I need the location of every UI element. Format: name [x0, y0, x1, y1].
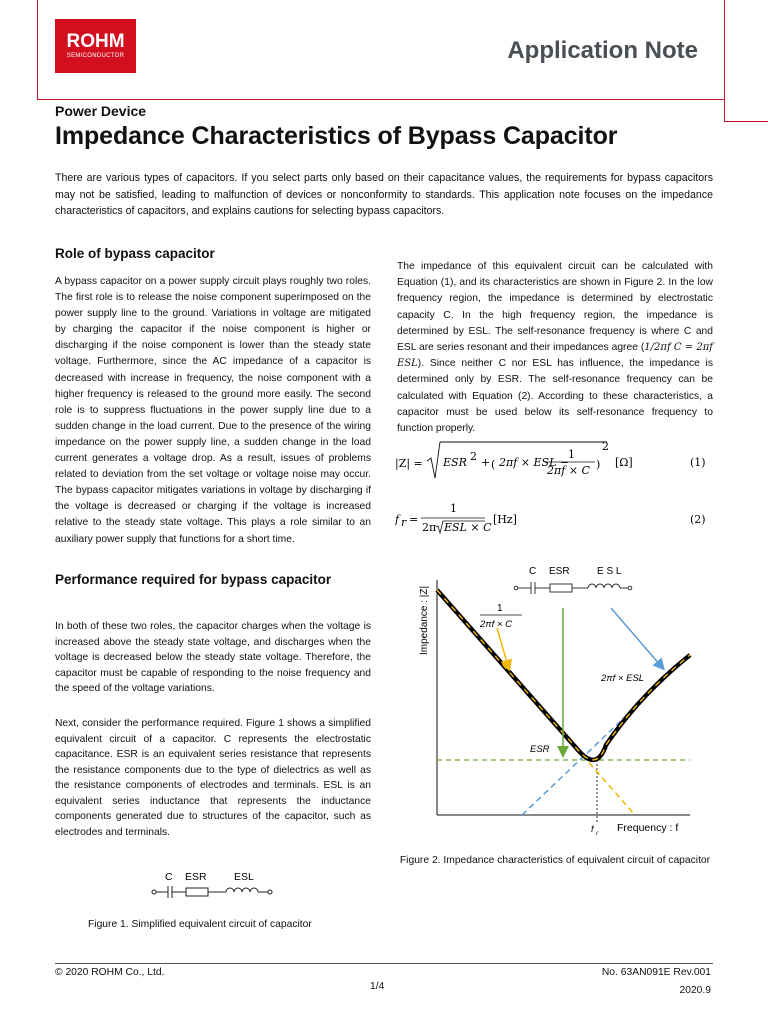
equation-1: [395, 436, 713, 486]
eq1-number: (1): [690, 456, 706, 469]
figure1-label-c: C: [165, 871, 173, 883]
logo-subtitle: SEMICONDUCTOR: [66, 53, 125, 59]
eq2-den-pre: 2π: [422, 521, 437, 534]
impedance-text-pre: The impedance of this equivalent circuit can be calculated with Equation (1), and its characteristics are shown in Figure 2. In the low frequency region, the impedance is determined by electrostatic capacity C. In the high frequency region, the impedance is determined by ESL. The self-resonance frequency is where C and ESL are series resonant and their impedances agree (: [397, 261, 713, 354]
eq1-outer-square: 2: [602, 440, 609, 453]
document-type: Application Note: [507, 37, 698, 64]
eq2-den-radicand: ESL × C: [444, 521, 492, 534]
esr-label: ESR: [530, 744, 550, 755]
logo-brand: ROHM: [66, 31, 125, 52]
figure1-caption: Figure 1. Simplified equivalent circuit of capacitor: [88, 919, 312, 930]
figure1-circuit: [140, 866, 290, 906]
equation-2: [395, 498, 713, 538]
section-heading-performance: Performance required for bypass capacitor: [55, 572, 332, 587]
category-label: Power Device: [55, 103, 147, 119]
inductive-arrow: [611, 608, 661, 666]
capacitive-numerator: 1: [497, 603, 503, 614]
eq1-lhs: |Z| =: [395, 457, 423, 470]
figure2-label-c: C: [529, 566, 537, 577]
eq1-plus: +: [481, 456, 491, 469]
header-bottom-rule: [37, 99, 725, 100]
section-body-performance-2: Next, consider the performance required. Figure 1 shows a simplified equivalent circuit of a capacitor. C represents the electrostatic capacitance. ESR is an equivalent series resistance that represents the resistance components due to the type of dielectrics as well as the resistance components of electrodes and terminals. ESL is an equivalent series inductance that represents the inductance components generated due to structures of the capacitor, such as electrodes and terminals.: [55, 718, 371, 838]
figure2-ylabel: Impedance : |Z|: [419, 585, 430, 655]
figure2-impedance-plot: [400, 560, 712, 850]
footer-rule: [55, 963, 713, 964]
section-body-role: A bypass capacitor on a power supply circuit plays roughly two roles. The first role is to release the noise component superimposed on the power supply line to the ground. Variations in voltage are mitigated by charging the capacitor if the noise component is higher or discharging if the noise component is lower than the steady state voltage. Furthermore, since the AC impedance of a capacitor is decreased with increase in frequency, the noise component with a higher frequency is released to the ground more easily. The second role is to suppress fluctuations in the power supply line due to a sudden change in the load current. Due to the presence of the wiring impedance on the power supply line, a sudden change in the load current generates a voltage drop. As a result, issues of problems related to deviation from the set voltage or voltage noise may occur. The bypass capacitor mitigates variations in voltage by discharging if the voltage is decreased or charging if the voltage is increased relative to the steady state voltage. This plays a role similar to an auxiliary power supply that functions for a short time.: [55, 276, 371, 545]
eq1-paren-open: (: [491, 458, 496, 471]
capacitive-denominator: 2πf × C: [480, 619, 512, 630]
header-right-rule: [724, 0, 725, 122]
eq1-square: 2: [470, 450, 477, 463]
section-heading-role: Role of bypass capacitor: [55, 246, 215, 261]
footer-page-number: 1/4: [370, 981, 385, 992]
section-body-impedance: [397, 259, 713, 437]
eq2-numerator: 1: [450, 502, 457, 515]
resonance-formula: 1/2πf C = 2πf ESL: [397, 342, 713, 370]
fr-subscript: r: [596, 830, 599, 837]
eq2-equals: =: [409, 513, 419, 526]
eq2-unit: [Hz]: [493, 513, 517, 526]
header-right-tick: [724, 121, 768, 122]
figure2-schematic: [514, 582, 632, 594]
eq1-numerator: 1: [568, 448, 575, 461]
rohm-logo: [55, 19, 136, 73]
eq1-unit: [Ω]: [615, 456, 633, 469]
section-body-performance-1: In both of these two roles, the capacitor charges when the voltage is increased above the steady state voltage, and discharges when the voltage is decreased below the steady state voltage. Therefore, the capacitor must be capable of responding to the noise frequency and the speed of the voltage variations.: [55, 621, 371, 694]
fr-label: f: [591, 824, 594, 834]
eq2-lhs: f: [395, 513, 400, 526]
figure1-label-esl: ESL: [234, 871, 254, 883]
figure2-label-esl: E S L: [597, 566, 622, 577]
header-left-rule: [37, 0, 38, 100]
inductive-label: 2πf × ESL: [601, 673, 645, 684]
eq1-esr: ESR: [443, 456, 467, 469]
eq1-term: 2πf × ESL −: [499, 456, 570, 469]
page-title: Impedance Characteristics of Bypass Capacitor: [55, 122, 618, 150]
eq2-subscript: r: [401, 516, 407, 529]
figure1-schematic: [152, 886, 272, 898]
impedance-text-post: ). Since neither C nor ESL has influence, the impedance is determined only by ESR. The self-resonance frequency can be calculated with Equation (2). According to these characteristics, a capacitor must be used below its self-resonance frequency to function properly.: [397, 358, 713, 435]
figure1-label-esr: ESR: [185, 871, 207, 883]
footer-copyright: © 2020 ROHM Co., Ltd.: [55, 967, 165, 978]
footer-date: 2020.9: [679, 985, 711, 996]
eq2-number: (2): [690, 513, 706, 526]
intro-paragraph: There are various types of capacitors. If you select parts only based on their capacitance values, the requirements for bypass capacitors may not be satisfied, leading to malfunction of devices or nonconformity to standards. This application note focuses on the impedance characteristics of capacitors, and explains cautions for selecting bypass capacitors.: [55, 172, 713, 218]
footer-document-number: No. 63AN091E Rev.001: [601, 967, 711, 978]
figure2-label-esr: ESR: [549, 566, 570, 577]
figure2-xlabel: Frequency : f: [617, 822, 679, 834]
eq1-denominator: 2πf × C: [547, 464, 590, 477]
eq1-paren-close: ): [596, 458, 601, 471]
figure2-caption: Figure 2. Impedance characteristics of equivalent circuit of capacitor: [399, 855, 711, 866]
